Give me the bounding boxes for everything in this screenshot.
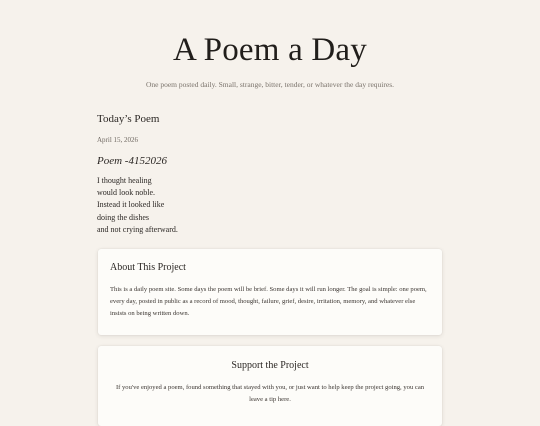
about-project-heading: About This Project xyxy=(110,262,186,273)
poem-line: I thought healing xyxy=(97,176,152,185)
support-project-heading: Support the Project xyxy=(231,360,309,371)
site-tagline: One poem posted daily. Small, strange, bitter, tender, or whatever the day requires. xyxy=(145,80,394,89)
site-title: A Poem a Day xyxy=(173,32,367,68)
poem-date: April 15, 2026 xyxy=(97,136,139,144)
support-project-card xyxy=(98,346,442,426)
poem-line: would look noble. xyxy=(97,188,155,198)
support-project-text: If you've enjoyed a poem, found something that stayed with you, or just want to help keep the project going, you can leave a tip here. xyxy=(115,384,425,404)
poem-body xyxy=(97,175,443,236)
about-project-text: This is a daily poem site. Some days the poem will be brief. Some days it will run longer. The goal is simple: one poem, every day, posted in public as a record of mood, thought, failure, grief, desire, irritation, memory, and whatever else insists on being written down. xyxy=(110,286,427,318)
about-project-card xyxy=(98,249,442,335)
poem-line: doing the dishes xyxy=(97,212,149,222)
todays-poem-heading: Today’s Poem xyxy=(97,113,160,125)
poem-line: and not crying afterward. xyxy=(97,224,178,234)
todays-poem-section xyxy=(97,112,443,236)
poem-title: Poem -4152026 xyxy=(97,155,167,167)
poem-line: Instead it looked like xyxy=(97,200,165,210)
